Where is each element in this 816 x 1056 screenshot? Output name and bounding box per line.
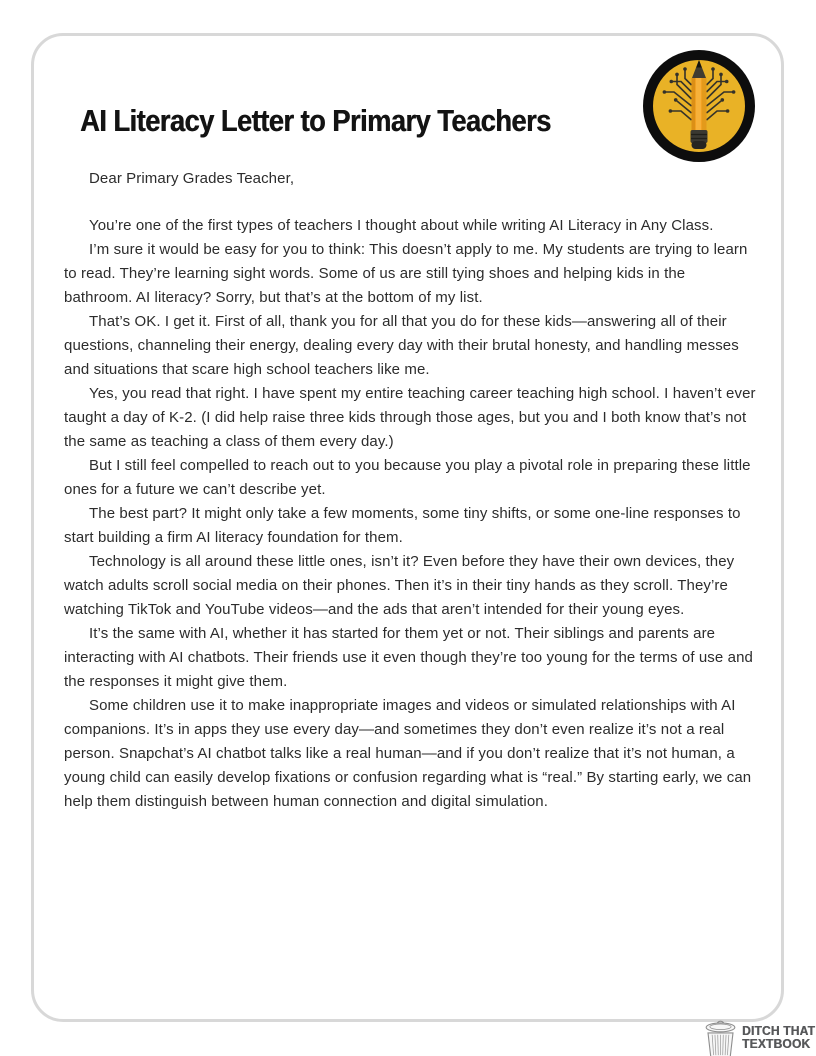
letter-paragraph: Technology is all around these little ones, isn’t it? Even before they have their own devices, they watch adults scroll social media on their phones. Then it’s in their tiny hands as they scroll. They’re watching TikTok and YouTube videos—and the ads that aren’t intended for their young eyes. — [64, 553, 735, 618]
brand-text-line2: TEXTBOOK — [742, 1036, 811, 1051]
letter-paragraph: The best part? It might only take a few moments, some tiny shifts, or some one-line responses to start building a firm AI literacy foundation for them. — [64, 505, 741, 546]
letter-paragraph: I’m sure it would be easy for you to think: This doesn’t apply to me. My students are trying to learn to read. They’re learning sight words. Some of us are still tying shoes and helping kids in the bathroom. AI literacy? Sorry, but that’s at the bottom of my list. — [64, 241, 748, 306]
letter-paragraph: But I still feel compelled to reach out to you because you play a pivotal role in preparing these little ones for a future we can’t describe yet. — [64, 457, 751, 498]
letter-paragraph: You’re one of the first types of teachers I thought about while writing AI Literacy in Any Class. — [89, 217, 714, 234]
pencil-circuit-icon — [641, 48, 757, 164]
brand-text — [742, 1025, 815, 1050]
letter-body — [64, 167, 756, 814]
letter-paragraph: Some children use it to make inappropriate images and videos or simulated relationships with AI companions. It’s in apps they use every day—and sometimes they don’t even realize it’s not a real person. Snapchat’s AI chatbot talks like a real human—and if you don’t realize that it’s not human, a young child can easily develop fixations or confusion regarding what is “real.” By starting early, we can help them distinguish between human connection and digital simulation. — [64, 697, 752, 810]
letter-paragraph: That’s OK. I get it. First of all, thank you for all that you do for these kids—answering all of their questions, channeling their energy, dealing every day with their brutal honesty, and handling messes and situations that scare high school teachers like me. — [64, 313, 739, 378]
salutation: Dear Primary Grades Teacher, — [89, 170, 295, 187]
letter-paragraph: It’s the same with AI, whether it has started for them yet or not. Their siblings and parents are interacting with AI chatbots. Their friends use it even though they’re too young for the terms of use and the responses it might give them. — [64, 625, 753, 690]
trash-can-icon — [702, 1018, 739, 1056]
brand-text-line1: DITCH THAT — [742, 1024, 816, 1038]
page-title: AI Literacy Letter to Primary Teachers — [80, 102, 551, 138]
ditch-that-textbook-logo — [702, 1018, 816, 1056]
letter-paragraph: Yes, you read that right. I have spent my entire teaching career teaching high school. I haven’t ever taught a day of K-2. (I did help raise three kids through those ages, but you and I both know that’s not the same as teaching a class of them every day.) — [64, 385, 756, 450]
